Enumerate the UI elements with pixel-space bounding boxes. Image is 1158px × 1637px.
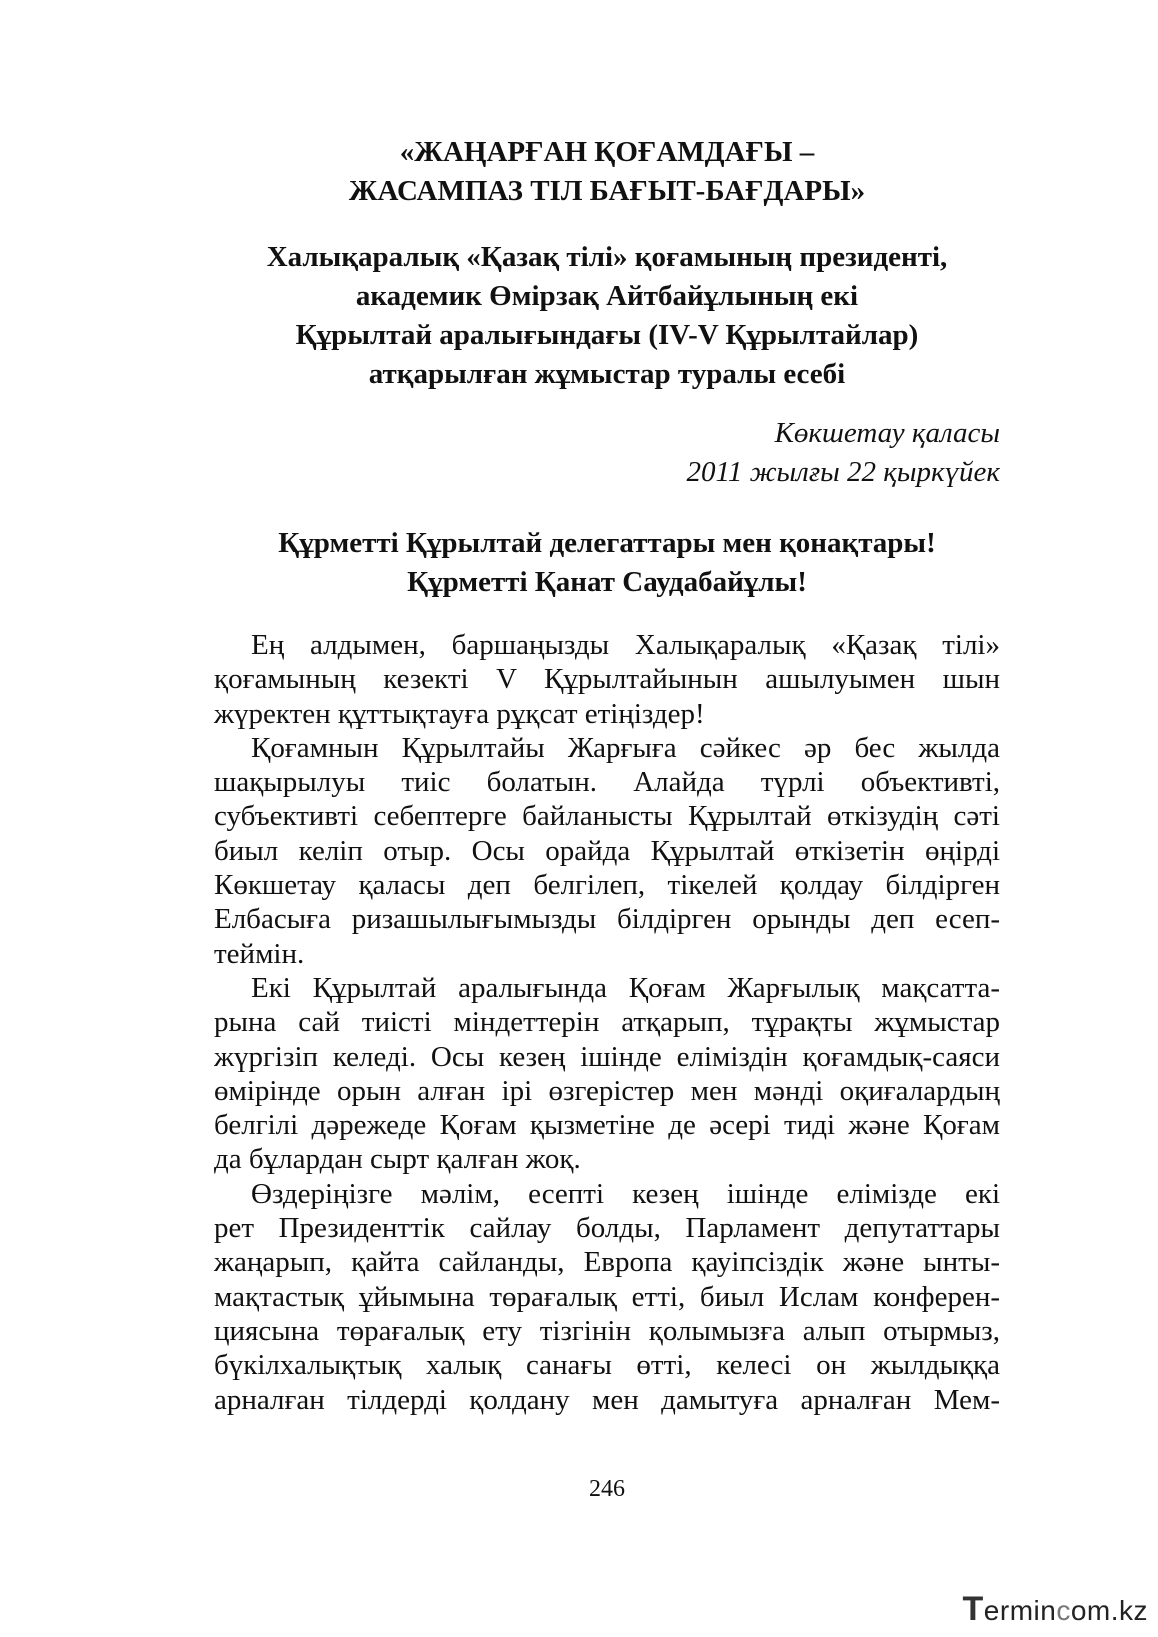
paragraph-line: арналған тілдерді қолдану мен дамытуға арналған Мем-: [214, 1383, 1000, 1416]
paragraph-line: биыл келіп отыр. Осы орайда Құрылтай өткізетін өңірді: [214, 834, 1000, 867]
body-paragraph: [214, 971, 1000, 1177]
greeting: [214, 524, 1000, 602]
paragraph-line: жүректен құттықтауға рұқсат етіңіздер!: [214, 697, 705, 730]
subtitle-line-3: Құрылтай аралығындағы (IV-V Құрылтайлар): [295, 319, 919, 351]
body-paragraph: [214, 1177, 1000, 1417]
greeting-line-1: Құрметті Құрылтай делегаттары мен қонақтары!: [278, 527, 936, 559]
title-line-2: ЖАСАМПАЗ ТІЛ БАҒЫТ-БАҒДАРЫ»: [348, 175, 866, 207]
body-paragraph: [214, 628, 1000, 731]
paragraph-line: да бұлардан сырт қалған жоқ.: [214, 1143, 581, 1176]
paragraph-line: өмірінде орын алған ірі өзгерістер мен мәнді оқиғалардың: [214, 1074, 1000, 1107]
paragraph-line: теймін.: [214, 937, 305, 970]
subtitle-line-4: атқарылған жұмыстар туралы есебі: [368, 358, 846, 390]
document-subtitle: [214, 238, 1000, 394]
paragraph-line: Екі Құрылтай аралығында Қоғам Жарғылық мақсатта-: [251, 971, 1000, 1004]
title-line-1: «ЖАҢАРҒАН ҚОҒАМДАҒЫ –: [399, 136, 815, 168]
paragraph-line: бүкілхалықтық халық санағы өтті, келесі он жылдыққа: [214, 1349, 1000, 1382]
body-paragraph: [214, 731, 1000, 971]
paragraph-line: Көкшетау қаласы деп белгілеп, тікелей қолдау білдірген: [214, 869, 1000, 902]
place: Көкшетау қаласы: [774, 417, 1000, 449]
place-and-date: [214, 414, 1000, 492]
paragraph-line: жаңарып, қайта сайланды, Европа қауіпсіздік және ынты-: [214, 1246, 1000, 1279]
body-text: [214, 628, 1000, 1417]
paragraph-line: Ең алдымен, баршаңызды Халықаралық «Қазақ тілі»: [251, 629, 1000, 661]
paragraph-line: рет Президенттік сайлау болды, Парламент депутаттары: [214, 1212, 1000, 1245]
paragraph-line: мақтастық ұйымына төрағалық етті, биыл Ислам конферен-: [214, 1280, 1000, 1313]
paragraph-line: Елбасыға ризашылығымызды білдірген орынды деп есеп-: [214, 903, 1000, 936]
paragraph-line: Өздеріңізге мәлім, есепті кезең ішінде елімізде екі: [251, 1177, 1000, 1210]
paragraph-line: циясына төрағалық ету тізгінін қолымызға алып отырмыз,: [214, 1314, 1000, 1347]
paragraph-line: жүргізіп келеді. Осы кезең ішінде еліміздін қоғамдық-саяси: [214, 1040, 1000, 1073]
date: 2011 жылғы 22 қыркүйек: [686, 456, 1000, 488]
paragraph-line: Қоғамнын Құрылтайы Жарғыға сәйкес әр бес жылда: [251, 731, 1000, 764]
paragraph-line: субъективті себептерге байланысты Құрылтай өткізудің сәті: [214, 800, 1000, 833]
subtitle-line-1: Халықаралық «Қазақ тілі» қоғамының президенті,: [266, 241, 948, 273]
document-title: [214, 133, 1000, 211]
document-page: [214, 0, 1000, 1637]
greeting-line-2: Құрметті Қанат Саудабайұлы!: [407, 566, 807, 598]
paragraph-line: шақырылуы тиіс болатын. Алайда түрлі объективті,: [214, 766, 1000, 799]
paragraph-line: белгілі дәрежеде Қоғам қызметіне де әсері тиді және Қоғам: [214, 1109, 1000, 1142]
page-number: 246: [589, 1476, 625, 1502]
subtitle-line-2: академик Өмірзақ Айтбайұлының екі: [355, 280, 859, 312]
paragraph-line: қоғамының кезекті V Құрылтайынын ашылуымен шын: [214, 663, 1000, 696]
paragraph-line: рына сай тиісті міндеттерін атқарып, тұрақты жұмыстар: [214, 1006, 1000, 1039]
watermark-logo: Termincom.kz: [962, 1590, 1148, 1628]
